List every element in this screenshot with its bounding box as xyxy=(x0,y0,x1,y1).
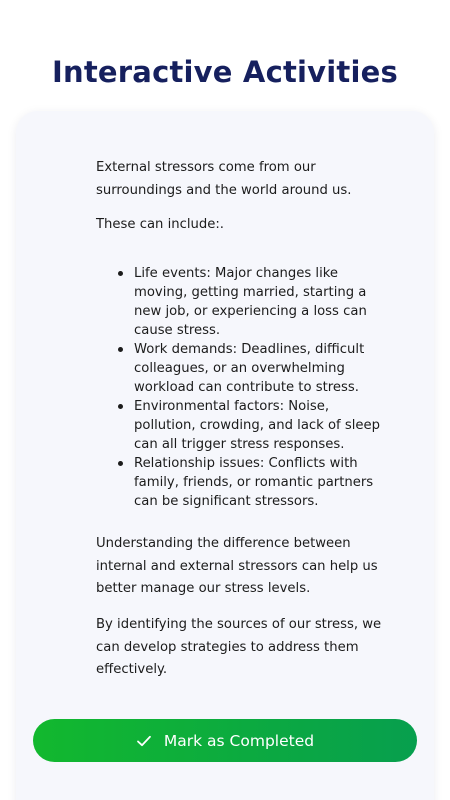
bullet-icon xyxy=(118,404,123,409)
bullet-icon xyxy=(118,347,123,352)
list-item-text: Relationship issues: Conflicts with family, friends, or romantic partners can be significant stressors. xyxy=(134,456,374,509)
list-item-text: Environmental factors: Noise, pollution, crowding, and lack of sleep can all trigger stress responses. xyxy=(134,399,381,452)
intro-paragraph: External stressors come from our surroundings and the world around us. xyxy=(96,160,352,198)
mark-completed-button[interactable] xyxy=(33,719,417,762)
list-item xyxy=(114,397,384,454)
mark-completed-label: Mark as Completed xyxy=(163,731,315,750)
understanding-paragraph: Understanding the difference between internal and external stressors can help us better manage our stress levels. xyxy=(96,536,378,596)
list-item xyxy=(114,340,384,397)
page-title: Interactive Activities xyxy=(52,55,398,90)
stressor-list xyxy=(114,264,384,511)
bullet-icon xyxy=(118,271,123,276)
check-icon xyxy=(136,733,152,749)
list-item xyxy=(114,454,384,511)
list-item-text: Life events: Major changes like moving, getting married, starting a new job, or experiencing a loss can cause stress. xyxy=(134,266,367,338)
include-label: These can include:. xyxy=(96,217,224,232)
list-item-text: Work demands: Deadlines, difficult colleagues, or an overwhelming workload can contribute to stress. xyxy=(134,342,365,395)
identifying-paragraph: By identifying the sources of our stress, we can develop strategies to address them effectively. xyxy=(96,617,382,677)
bullet-icon xyxy=(118,461,123,466)
list-item xyxy=(114,264,384,340)
